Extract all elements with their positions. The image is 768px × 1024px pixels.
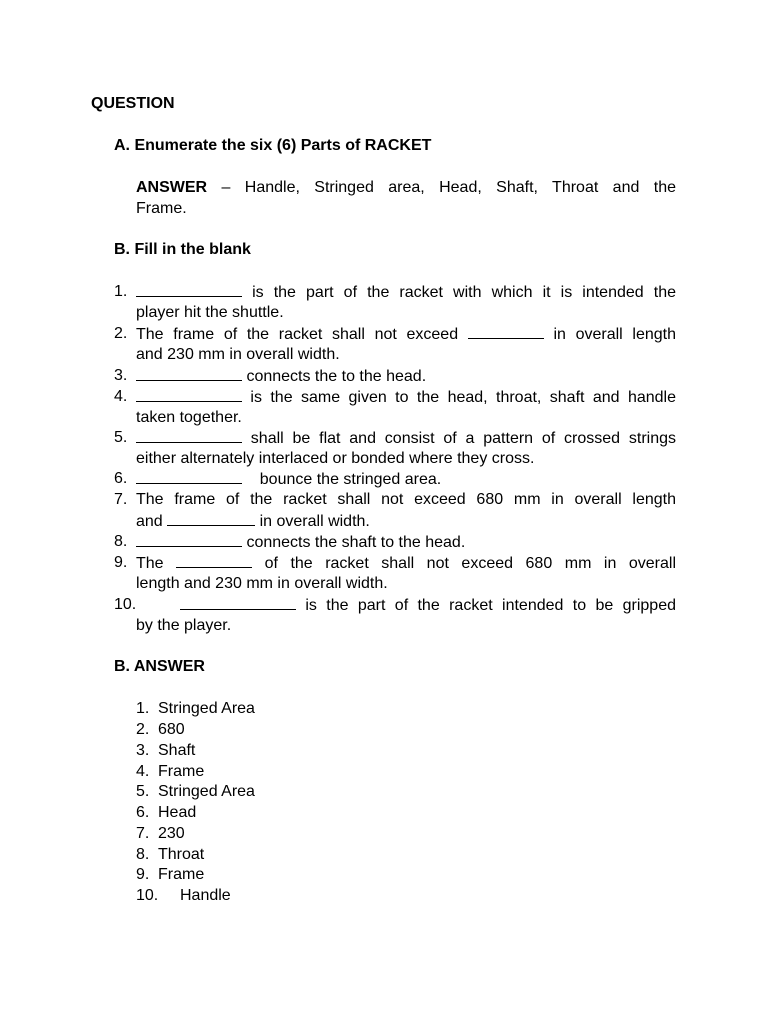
answer-blank	[136, 531, 242, 547]
answer-blank	[136, 468, 242, 484]
item-number: 9.	[114, 554, 128, 571]
fill-item-7	[136, 489, 676, 531]
item-text-cont: player hit the shuttle.	[136, 304, 284, 321]
fill-item-5	[136, 427, 676, 469]
item-text: The	[136, 555, 177, 572]
item-text-cont: taken together.	[136, 409, 242, 426]
answer-blank	[136, 281, 242, 297]
answer-item: Stringed Area	[158, 700, 255, 717]
answer-item: Frame	[158, 763, 205, 780]
answer-number: 2.	[136, 721, 150, 738]
answer-blank	[136, 427, 242, 443]
item-number: 1.	[114, 283, 128, 300]
item-number: 8.	[114, 533, 128, 550]
answer-item: Frame	[158, 866, 205, 883]
item-number: 10.	[114, 596, 137, 613]
item-text: is the part of the racket with which it is intended the	[242, 284, 676, 301]
item-text: bounce the stringed area.	[242, 471, 442, 488]
answer-blank	[176, 552, 252, 568]
answer-item: Head	[158, 804, 197, 821]
item-text: connects the to the head.	[242, 368, 427, 385]
item-text: and	[136, 513, 168, 530]
item-text: in overall width.	[255, 513, 370, 530]
answer-number: 9.	[136, 866, 150, 883]
answer-number: 7.	[136, 825, 150, 842]
answer-number: 5.	[136, 783, 150, 800]
answer-blank	[136, 386, 242, 402]
answer-item: 230	[158, 825, 185, 842]
item-number: 4.	[114, 388, 128, 405]
item-number: 7.	[114, 491, 128, 508]
answer-number: 4.	[136, 763, 150, 780]
item-number: 2.	[114, 325, 128, 342]
item-number: 3.	[114, 367, 128, 384]
item-text: shall be flat and consist of a pattern of crossed strings	[242, 430, 676, 447]
item-text-cont: by the player.	[136, 617, 232, 634]
answer-number: 3.	[136, 742, 150, 759]
item-text: connects the shaft to the head.	[242, 534, 466, 551]
answer-blank	[167, 510, 255, 526]
item-text: in overall length	[543, 326, 677, 343]
item-text-cont: length and 230 mm in overall width.	[136, 575, 388, 592]
answer-blank	[136, 365, 242, 381]
fill-item-9	[136, 552, 676, 594]
answer-number: 8.	[136, 846, 150, 863]
fill-item-3	[136, 365, 426, 387]
answer-number: 10.	[136, 887, 159, 904]
item-text: The frame of the racket shall not exceed 680 mm in overall length	[136, 491, 676, 508]
answer-blank	[468, 323, 544, 339]
answer-item: Shaft	[158, 742, 196, 759]
fill-item-4	[136, 386, 676, 428]
section-a-answer-line-1	[136, 177, 676, 198]
item-number: 6.	[114, 470, 128, 487]
heading: QUESTION	[91, 95, 175, 112]
answer-label: ANSWER	[136, 179, 208, 196]
section-b-title: B. Fill in the blank	[114, 241, 251, 258]
fill-item-10	[180, 594, 676, 615]
fill-item-1	[136, 281, 676, 323]
answer-item: Handle	[180, 887, 231, 904]
item-text: is the same given to the head, throat, shaft and handle	[242, 389, 676, 406]
answer-text: – Handle, Stringed area, Head, Shaft, Throat and the	[207, 179, 676, 196]
item-text: The frame of the racket shall not exceed	[136, 326, 468, 343]
fill-item-2	[136, 323, 676, 365]
answer-item: 680	[158, 721, 185, 738]
item-number: 5.	[114, 429, 128, 446]
item-text-cont: and 230 mm in overall width.	[136, 346, 340, 363]
fill-item-6	[136, 468, 441, 490]
item-text: is the part of the racket intended to be gripped	[296, 597, 676, 614]
answer-item: Throat	[158, 846, 205, 863]
answer-item: Stringed Area	[158, 783, 255, 800]
section-a-answer	[136, 177, 676, 219]
section-a-title: A. Enumerate the six (6) Parts of RACKET	[114, 137, 432, 154]
answer-number: 6.	[136, 804, 150, 821]
answer-number: 1.	[136, 700, 150, 717]
answer-b-title: B. ANSWER	[114, 658, 205, 675]
section-a-answer-line-2: Frame.	[136, 200, 187, 217]
answer-blank	[180, 594, 296, 610]
fill-item-8	[136, 531, 465, 553]
item-text-cont: either alternately interlaced or bonded where they cross.	[136, 450, 535, 467]
item-text: of the racket shall not exceed 680 mm in overall	[252, 555, 676, 572]
